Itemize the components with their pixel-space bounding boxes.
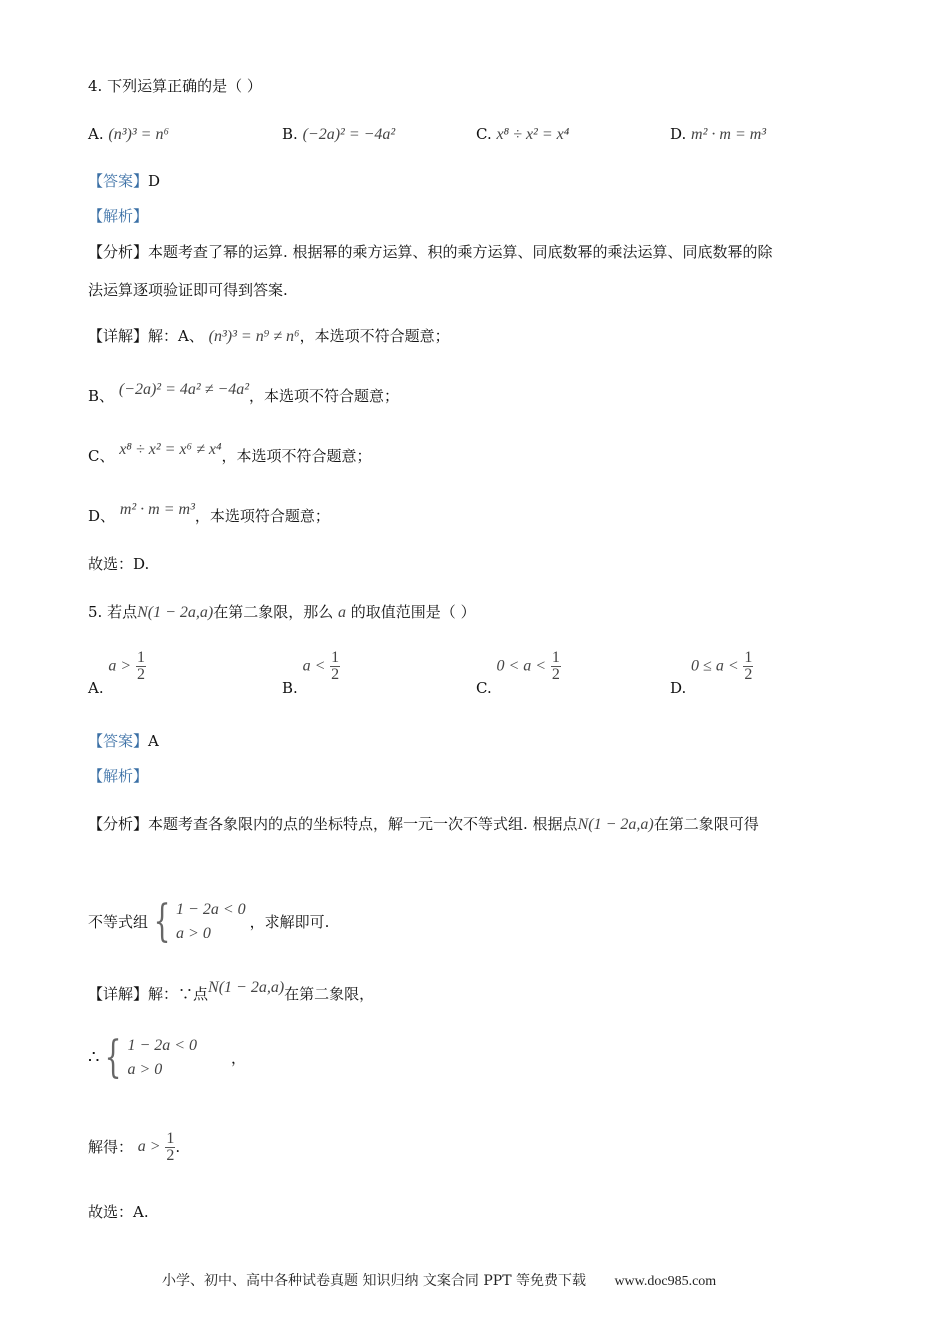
fenxi-text: 本题考查了幂的运算. 根据幂的乘方运算、积的乘方运算、同底数幂的乘法运算、同底数幂的除 [148,243,773,261]
denominator: 2 [166,1146,175,1164]
denominator: 2 [331,666,340,683]
q4-detail-b [88,381,400,407]
answer-tag: 【答案】 [88,172,149,190]
q5-option-b [282,649,340,697]
therefore-suffix: ， [231,1049,247,1067]
denominator: 2 [136,666,145,683]
therefore-icon: ∴ [88,1047,100,1068]
q4-analysis-heading [88,206,148,226]
detail-suffix: ，本选项不符合题意； [249,387,400,405]
solve-suffix: . [175,1138,181,1156]
option-lhs: a > [108,657,132,675]
system-row: a > 0 [176,925,211,942]
stem-suffix: 的取值范围是（ ） [350,603,476,621]
option-expr: (n³)³ = n⁶ [108,126,169,143]
fraction [136,650,146,683]
variable: a [338,604,347,621]
system-row: a > 0 [127,1061,163,1078]
detail-prefix: 解：∵点 [148,985,209,1003]
brace-icon: { [105,1032,122,1083]
option-label: B. [282,678,298,697]
answer-value: D [148,172,161,190]
q5-option-a [88,649,146,697]
option-expr: (−2a)² = −4a² [302,126,396,143]
detail-expr: x⁸ ÷ x² = x⁶ ≠ x⁴ [119,441,222,458]
q4-option-a [88,124,169,145]
fenxi-text: 本题考查各象限内的点的坐标特点，解一元一次不等式组. 根据点 [148,815,578,833]
detail-suffix: ，本选项不符合题意； [221,447,372,465]
q5-fenxi [88,814,759,835]
fenxi-end: 在第二象限可得 [653,815,759,833]
numerator: 1 [744,649,753,666]
q5-option-c [476,649,561,697]
q5-option-d [670,649,753,697]
denominator: 2 [551,666,560,683]
inequality-system [148,896,246,947]
detail-tag: 【详解】 [88,327,149,345]
option-lhs: a < [302,657,326,675]
detail-prefix: C、 [88,447,115,465]
q5-conclusion: 故选：A. [88,1203,149,1221]
system-row: 1 − 2a < 0 [127,1037,198,1054]
detail-prefix: 解：A、 [148,327,204,345]
q5-answer [88,731,159,751]
q4-option-c [476,124,569,145]
detail-tag: 【详解】 [88,985,149,1003]
solve-lhs: a > [137,1138,161,1155]
q4-detail-c [88,441,372,467]
inequality-system [99,1032,198,1083]
q4-conclusion: 故选：D. [88,555,150,573]
detail-prefix: B、 [88,387,115,405]
brace-icon: { [153,896,171,947]
option-label: D. [670,125,687,143]
q5-stem [88,602,476,623]
detail-suffix: 在第二象限， [284,985,375,1003]
detail-suffix: ，本选项不符合题意； [299,327,450,345]
fenxi-tag: 【分析】 [88,815,149,833]
option-expr: x⁸ ÷ x² = x⁴ [496,126,570,143]
q5-solve-line [88,1126,180,1167]
system-prefix: 不等式组 [88,913,149,931]
q4-option-d [670,124,766,145]
option-label: A. [88,678,104,697]
solve-prefix: 解得： [88,1138,134,1156]
numerator: 1 [551,649,560,666]
q4-detail-d [88,501,330,527]
fraction [165,1131,175,1164]
q4-stem: 4. 下列运算正确的是（ ） [88,77,262,95]
option-label: A. [88,125,104,143]
numerator: 1 [331,649,340,666]
fraction [551,650,561,683]
q4-detail-a [88,326,450,347]
answer-tag: 【答案】 [88,732,149,750]
option-label: C. [476,678,492,697]
numerator: 1 [166,1129,175,1147]
option-lhs: 0 < a < [496,657,547,675]
option-label: D. [670,678,687,697]
q4-answer [88,171,160,191]
q5-system-line [88,896,329,947]
q5-detail [88,979,375,1005]
analysis-tag: 【解析】 [88,207,149,225]
answer-value: A [148,732,159,750]
system-row: 1 − 2a < 0 [176,901,246,918]
detail-prefix: D、 [88,507,116,525]
option-lhs: 0 ≤ a < [691,657,739,675]
footer-url[interactable]: www.doc985.com [614,1274,717,1289]
page-footer [162,1270,716,1290]
stem-prefix: 5. 若点 [88,603,138,621]
point-expr: N(1 − 2a,a) [137,604,214,621]
point-expr: N(1 − 2a,a) [577,816,654,833]
q4-fenxi-line1 [88,242,773,262]
stem-mid: 在第二象限，那么 [213,603,334,621]
analysis-tag: 【解析】 [88,767,149,785]
option-label: C. [476,125,492,143]
fraction [330,650,340,683]
denominator: 2 [744,666,753,683]
system-suffix: ，求解即可. [249,913,330,931]
detail-expr: m² · m = m³ [119,501,195,518]
point-expr: N(1 − 2a,a) [208,979,285,996]
detail-expr: (n³)³ = n⁹ ≠ n⁶ [208,328,300,345]
option-label: B. [282,125,298,143]
option-expr: m² · m = m³ [691,126,767,143]
fenxi-tag: 【分析】 [88,243,149,261]
footer-text: 小学、初中、高中各种试卷真题 知识归纳 文案合同 PPT 等免费下载 [162,1273,586,1289]
q5-therefore-line [88,1032,246,1083]
detail-expr: (−2a)² = 4a² ≠ −4a² [118,381,250,398]
q5-analysis-heading [88,766,148,786]
q4-fenxi-line2: 法运算逐项验证即可得到答案. [88,281,288,299]
detail-suffix: ，本选项符合题意； [194,507,330,525]
q4-option-b [282,124,395,145]
fraction [743,650,753,683]
numerator: 1 [136,649,145,666]
